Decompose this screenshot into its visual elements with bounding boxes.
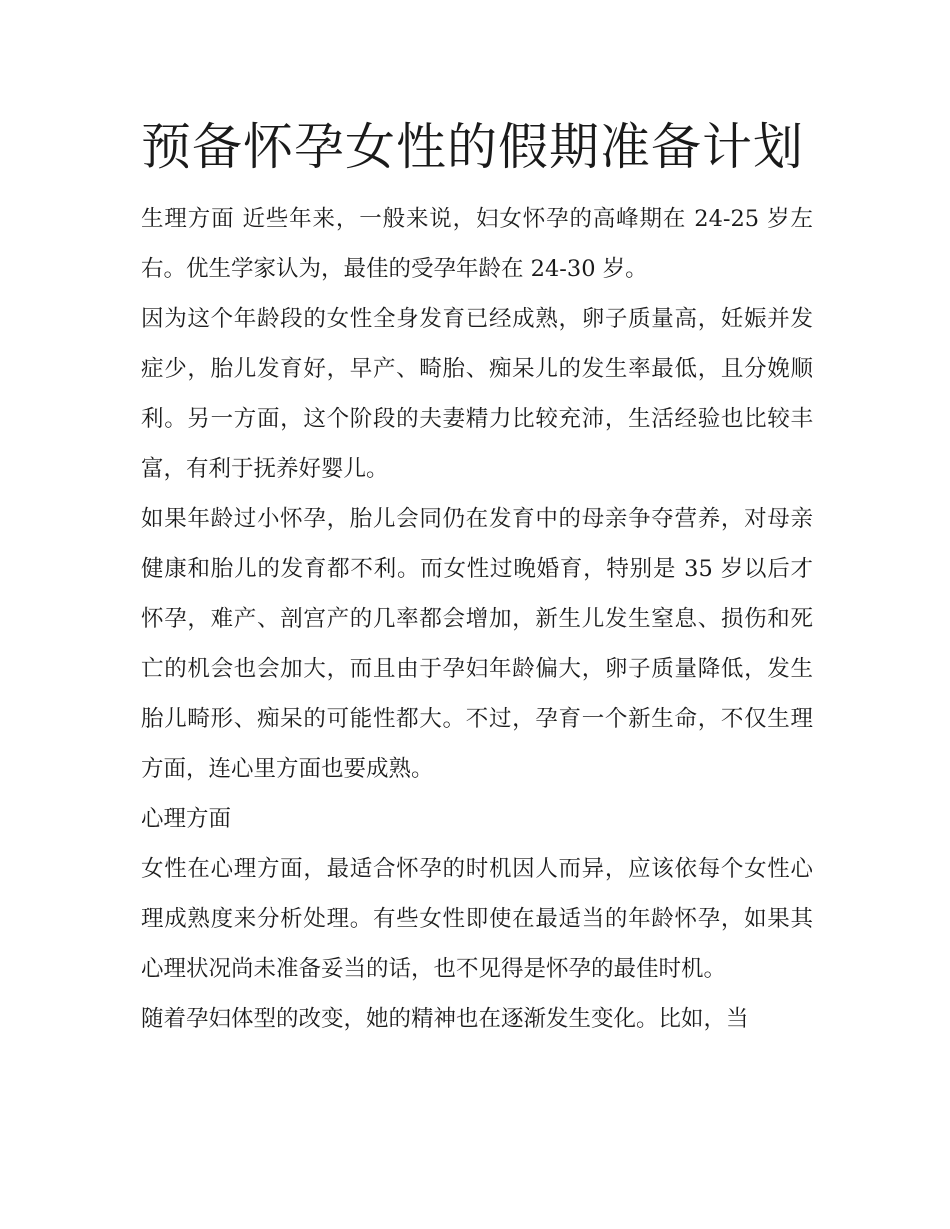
document-page — [141, 112, 813, 1044]
paragraph-body-changes: 随着孕妇体型的改变，她的精神也在逐渐发生变化。比如，当 — [141, 1006, 749, 1032]
paragraph-age-risks: 如果年龄过小怀孕，胎儿会同仍在发育中的母亲争夺营养，对母亲健康和胎儿的发育都不利。而女性过晚婚育，特别是 35 岁以后才怀孕，难产、剖宫产的几率都会增加，新生儿发生窒息、损伤和死亡的机会也会加大，而且由于孕妇年龄偏大，卵子质量降低，发生胎儿畸形、痴呆的可能性都大。不过，孕育一个新生命，不仅生理方面，连心里方面也要成熟。 — [141, 506, 813, 782]
section-heading-psychology: 心理方面 — [141, 806, 232, 832]
paragraph-maturity-benefits: 因为这个年龄段的女性全身发育已经成熟，卵子质量高，妊娠并发症少，胎儿发育好，早产、畸胎、痴呆儿的发生率最低，且分娩顺利。另一方面，这个阶段的夫妻精力比较充沛，生活经验也比较丰富，有利于抚养好婴儿。 — [141, 306, 813, 482]
document-title: 预备怀孕女性的假期准备计划 — [141, 118, 804, 176]
paragraph-psychological-readiness: 女性在心理方面，最适合怀孕的时机因人而异，应该依每个女性心理成熟度来分析处理。有些女性即使在最适当的年龄怀孕，如果其心理状况尚未准备妥当的话，也不见得是怀孕的最佳时机。 — [141, 856, 813, 982]
paragraph-age-peak: 生理方面 近些年来，一般来说，妇女怀孕的高峰期在 24-25 岁左右。优生学家认为，最佳的受孕年龄在 24-30 岁。 — [141, 206, 813, 282]
